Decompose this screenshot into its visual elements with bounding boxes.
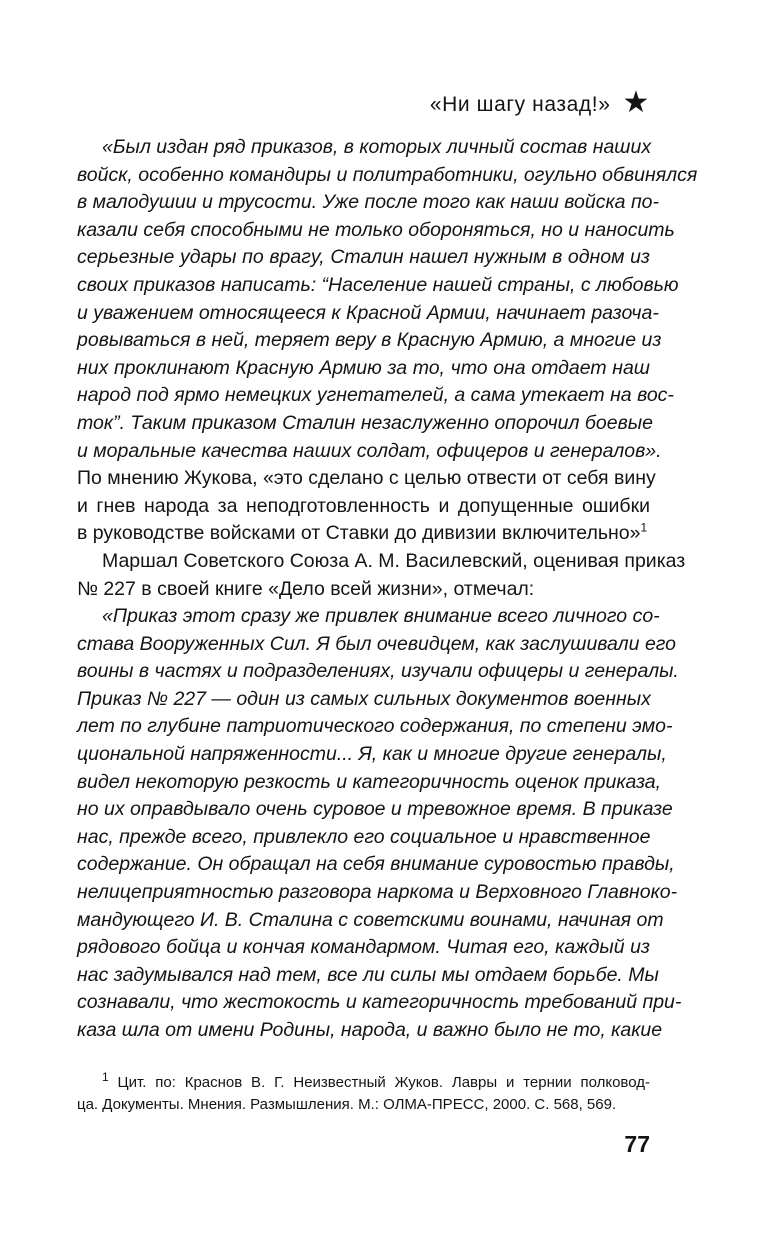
footnote-line: ца. Документы. Мнения. Размышления. М.: ОЛМА-ПРЕСС, 2000. С. 568, 569. <box>77 1096 617 1113</box>
text-line: ток”. Таким приказом Сталин незаслуженно опорочил боевые <box>77 411 653 434</box>
running-head <box>429 86 650 120</box>
text-line: Маршал Советского Союза А. М. Василевский, оценивая приказ <box>102 549 686 572</box>
text-line: «Был издан ряд приказов, в которых личный состав наших <box>102 136 652 158</box>
text-line: и моральные качества наших солдат, офицеров и генералов». <box>77 439 662 462</box>
text-line: народ под ярмо немецких угнетателей, а сама утекает на вос- <box>77 384 674 407</box>
text-line: воины в частях и подразделениях, изучали офицеры и генералы. <box>77 660 679 683</box>
text-line: нас, прежде всего, привлекло его социальное и нравственное <box>77 825 651 848</box>
footnote-ref: 1 <box>640 520 648 535</box>
text-line: и гнев народа за неподготовленность и допущенные ошибки <box>77 494 650 517</box>
text-line: мандующего И. В. Сталина с советскими воинами, начиная от <box>77 908 664 931</box>
text-line: видел некоторую резкость и категоричность оценок приказа, <box>77 770 662 793</box>
text-line: По мнению Жукова, «это сделано с целью отвести от себя вину <box>77 467 656 490</box>
text-line: «Приказ этот сразу же привлек внимание всего личного со- <box>102 605 660 628</box>
text-line: нелицеприятностью разговора наркома и Верховного Главноко- <box>77 881 678 904</box>
text-line: войск, особенно командиры и политработники, огульно обвинялся <box>77 163 698 186</box>
footnote <box>77 1072 650 1116</box>
text-line: става Вооруженных Сил. Я был очевидцем, как заслушивали его <box>77 632 677 655</box>
text-line: рядового бойца и кончая командармом. Читая его, каждый из <box>77 936 650 959</box>
text-line: сознавали, что жестокость и категоричность требований при- <box>77 991 682 1014</box>
text-line: серьезные удары по врагу, Сталин нашел нужным в одном из <box>77 246 650 269</box>
text-line: каза шла от имени Родины, народа, и важно было не то, какие <box>77 1019 663 1041</box>
star-icon: ★ <box>622 86 650 119</box>
text-line: но их оправдывало очень суровое и тревожное время. В приказе <box>77 798 673 821</box>
text-line: нас задумывался над тем, все ли силы мы отдаем борьбе. Мы <box>77 963 659 986</box>
footnote-marker: 1 <box>102 1070 109 1084</box>
text-line: своих приказов написать: “Население нашей страны, с любовью <box>77 273 679 296</box>
text-line: № 227 в своей книге «Дело всей жизни», отмечал: <box>77 577 535 600</box>
text-line: в руководстве войсками от Ставки до дивизии включительно»$^1$ <box>77 520 648 545</box>
footnote-line: $^1$ Цит. по: Краснов В. Г. Неизвестный Жуков. Лавры и тернии полковод- <box>102 1070 650 1091</box>
text-line: Приказ № 227 — один из самых сильных документов военных <box>77 687 651 710</box>
text-line: ровываться в ней, теряет веру в Красную Армию, а многие из <box>77 329 662 352</box>
text-line: них проклинают Красную Армию за то, что она отдает наш <box>77 356 650 379</box>
text-line: в малодушии и трусости. Уже после того как наши войска по- <box>77 191 660 214</box>
page-number: 77 <box>624 1131 650 1157</box>
text-line: лет по глубине патриотического содержания, по степени эмо- <box>77 715 673 738</box>
text-line: казали себя способными не только обороняться, но и наносить <box>77 218 675 241</box>
main-text <box>77 134 698 1045</box>
running-head-title: «Ни шагу назад!» <box>429 93 611 116</box>
text-line: содержание. Он обращал на себя внимание суровостью правды, <box>77 853 675 876</box>
text-line: и уважением относящееся к Красной Армии, начинает разоча- <box>77 301 659 324</box>
text-line: циональной напряженности... Я, как и многие другие генералы, <box>77 743 667 766</box>
